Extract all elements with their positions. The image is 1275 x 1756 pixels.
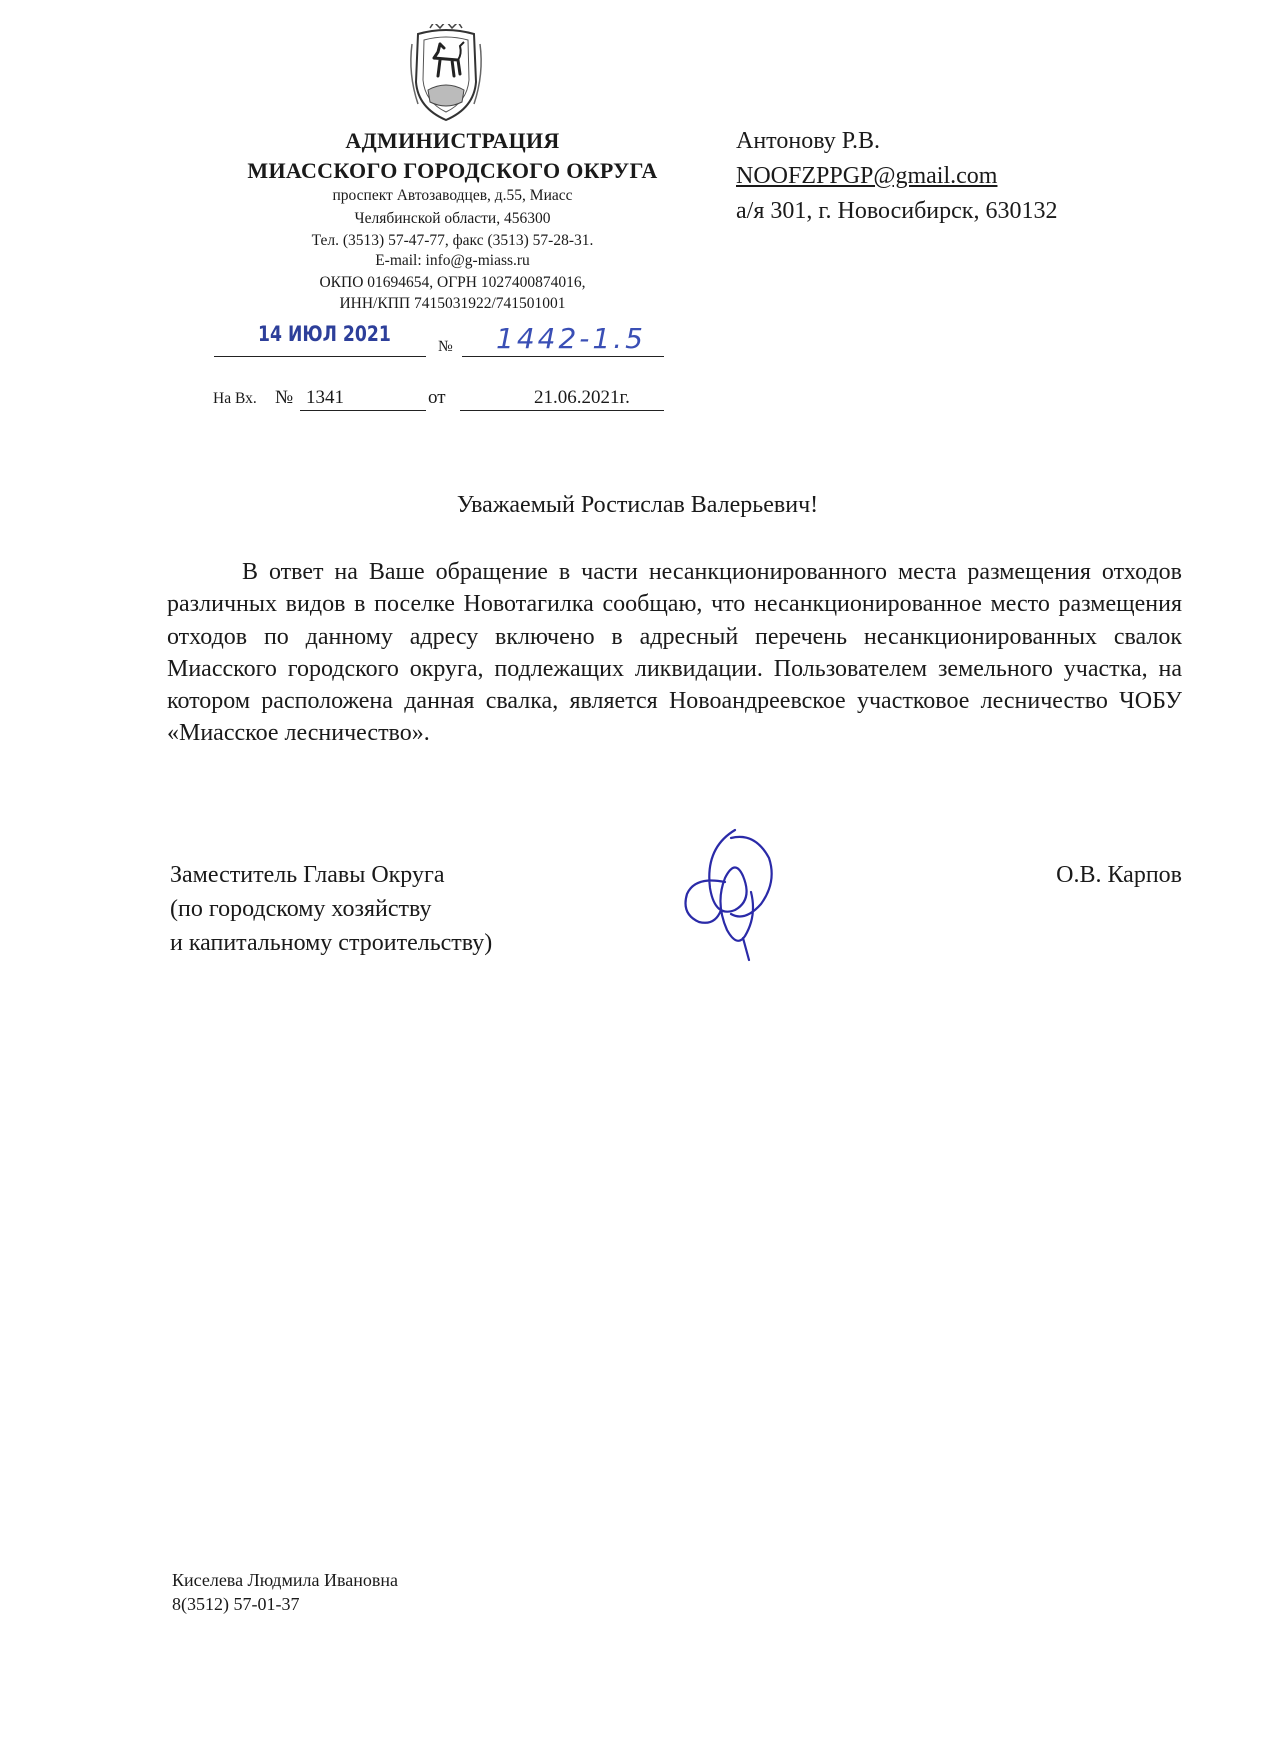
org-name-line2: МИАССКОГО ГОРОДСКОГО ОКРУГА — [247, 158, 658, 183]
date-underline — [214, 356, 426, 357]
salutation: Уважаемый Ростислав Валерьевич! — [456, 492, 819, 518]
incoming-number-underline — [300, 410, 426, 411]
executor-phone: 8(3512) 57-01-37 — [172, 1594, 300, 1614]
incoming-date: 21.06.2021г. — [534, 387, 630, 408]
letter-body: В ответ на Ваше обращение в части несанкционированного места размещения отходов различных видов в поселке Новотагилка сообщаю, что несанкционированное место размещения отходов по данному адресу включено в адресный перечень несанкционированных свалок Миасского городского округа, подлежащих ликвидации. Пользователем земельного участка, на котором расположена данная свалка, является Новоандреевское участковое лесничество ЧОБУ «Миасское лесничество». — [167, 559, 1182, 747]
date-stamp: 14 ИЮЛ 2021 — [258, 322, 391, 346]
outgoing-number-label: № — [438, 338, 453, 355]
incoming-date-underline — [460, 410, 664, 411]
signer-title-line3: и капитальному строительству) — [170, 930, 493, 956]
org-address-line2: Челябинской области, 456300 — [354, 210, 551, 227]
executor-name: Киселева Людмила Ивановна — [172, 1570, 398, 1590]
signer-name: О.В. Карпов — [1056, 862, 1182, 888]
recipient-email[interactable]: NOOFZPPGP@gmail.com — [736, 163, 998, 189]
org-okpo-ogrn: ОКПО 01694654, ОГРН 1027400874016, — [319, 274, 586, 291]
handwritten-signature — [665, 818, 795, 968]
incoming-label: На Вх. — [213, 390, 257, 407]
org-inn-kpp: ИНН/КПП 7415031922/741501001 — [339, 295, 566, 312]
incoming-number: 1341 — [306, 387, 344, 408]
number-underline — [462, 356, 664, 357]
signer-title-line1: Заместитель Главы Округа — [170, 862, 445, 888]
incoming-no-label: № — [275, 387, 294, 408]
org-address-line1: проспект Автозаводцев, д.55, Миасс — [332, 187, 573, 204]
org-name-line1: АДМИНИСТРАЦИЯ — [345, 128, 560, 153]
coat-of-arms-emblem — [400, 24, 492, 126]
outgoing-number-handwritten: 1442-1.5 — [496, 322, 646, 355]
org-phone-fax: Тел. (3513) 57-47-77, факс (3513) 57-28-31. — [311, 232, 594, 249]
signer-title-line2: (по городскому хозяйству — [170, 896, 432, 922]
org-email: E-mail: info@g-miass.ru — [375, 252, 530, 269]
recipient-address: а/я 301, г. Новосибирск, 630132 — [736, 198, 1058, 224]
incoming-from-label: от — [428, 387, 446, 408]
recipient-name: Антонову Р.В. — [736, 128, 881, 154]
